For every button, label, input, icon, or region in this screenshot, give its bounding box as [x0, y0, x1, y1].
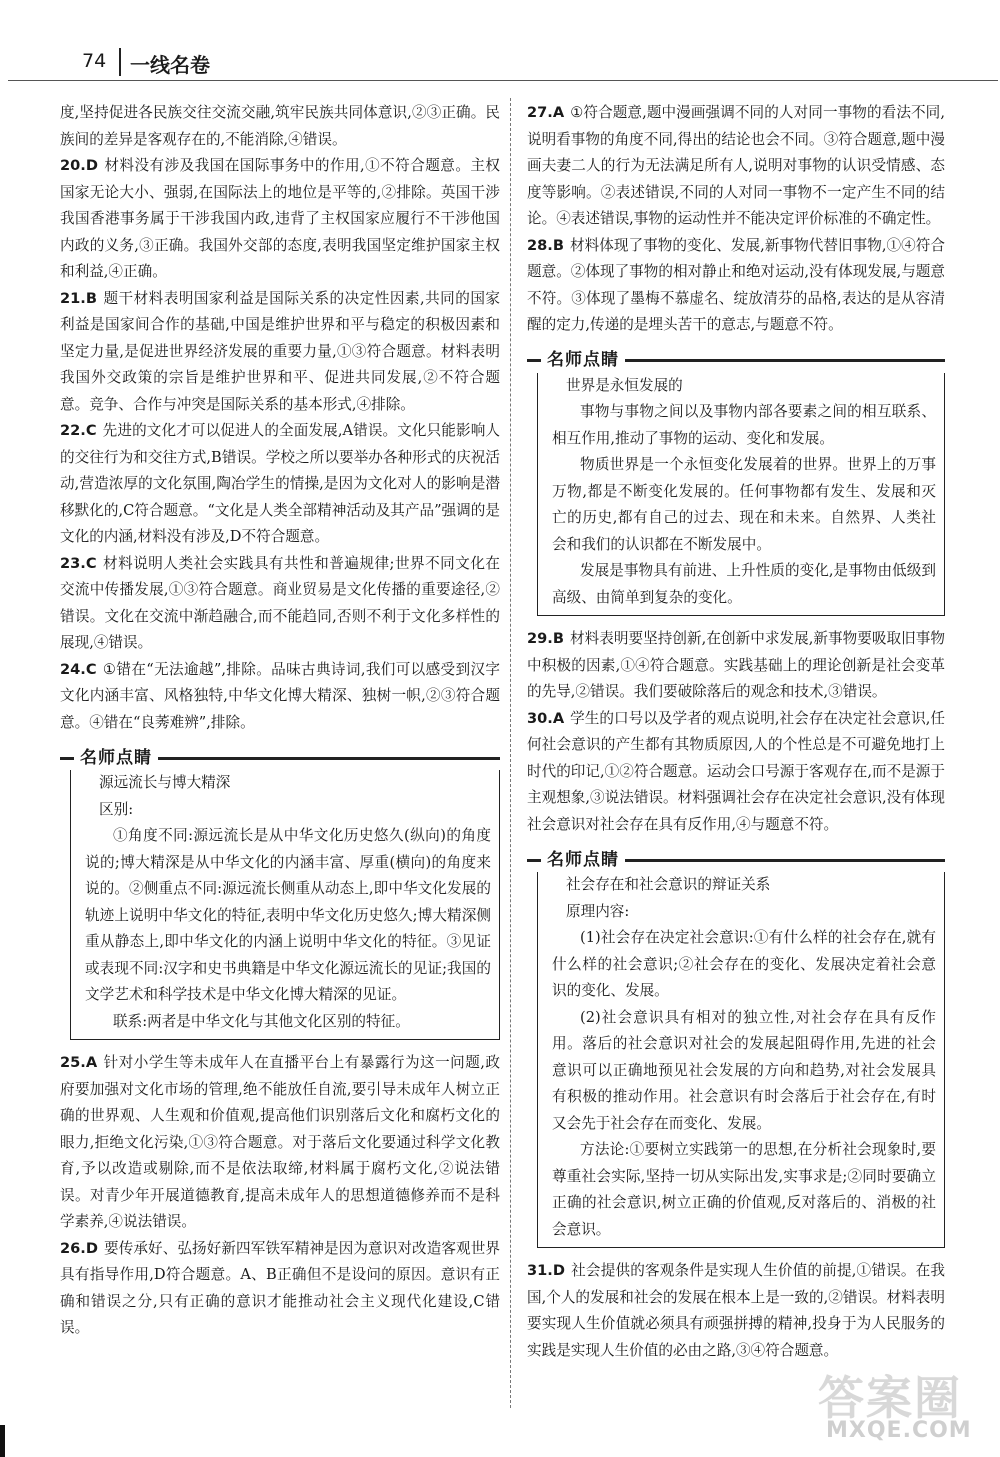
answer-item — [60, 551, 500, 657]
answer-explanation: 社会提供的客观条件是实现人生价值的前提,①错误。在我国,个人的发展和社会的发展在根本上是一致的,②错误。材料表明要实现人生价值就必须具有顽强拼搏的精神,投身于为人民服务的实践是实现人生价值的必由之路,③④符合题意。 — [527, 1262, 945, 1359]
answer-choice: B — [552, 630, 564, 647]
teacher-tip-header — [527, 349, 945, 373]
tip-rule-left — [527, 859, 541, 862]
header-rule — [8, 80, 998, 81]
answer-item — [60, 418, 500, 551]
left-column — [60, 100, 500, 1342]
answer-explanation: 材料没有涉及我国在国际事务中的作用,①不符合题意。主权国家无论大小、强弱,在国际法上的地位是平等的,②排除。英国干涉我国香港事务属于干涉我国内政,违背了主权国家应履行不干涉他国内政的义务,③正确。我国外交部的态度,表明我国坚定维护国家主权和利益,④正确。 — [60, 157, 500, 280]
question-number — [60, 1054, 97, 1071]
answer-explanation: 题干材料表明国家利益是国际关系的决定性因素,共同的国家利益是国家间合作的基础,中国是维护世界和平与稳定的积极因素和坚定力量,是促进世界经济发展的重要力量,①③符合题意。材料表明我国外交政策的宗旨是维护世界和平、促进共同发展,②不符合题意。竞争、合作与冲突是国际关系的基本形式,④排除。 — [60, 289, 500, 413]
answer-choice: D — [552, 1262, 565, 1279]
page-number: 74 — [82, 50, 107, 72]
tip-paragraph: 世界是永恒发展的 — [566, 376, 683, 394]
question-index: 27. — [527, 104, 553, 121]
question-number — [527, 104, 564, 121]
tip-rule-left — [527, 359, 541, 362]
question-index: 29. — [527, 630, 553, 647]
tip-paragraph: 原理内容: — [566, 902, 630, 920]
tip-paragraph: 区别: — [99, 800, 134, 818]
teacher-tip-body — [537, 872, 945, 1248]
tip-paragraph: ①角度不同:源远流长是从中华文化历史悠久(纵向)的角度说的;博大精深是从中华文化的内涵丰富、厚重(横向)的角度来说的。②侧重点不同:源远流长侧重从动态上,即中华文化发展的轨迹上说明中华文化的特征,表明中华文化历史悠久;博大精深侧重从静态上,即中华文化的内涵上说明中华文化的特征。③见证或表现不同:汉字和史书典籍是中华文化源远流长的见证;我国的文学艺术和科学技术是中华文化博大精深的见证。 — [85, 827, 491, 1003]
answer-item — [527, 100, 945, 233]
tip-paragraph: (1)社会存在决定社会意识:①有什么样的社会存在,就有什么样的社会意识;②社会存在的变化、发展决定着社会意识的变化、发展。 — [552, 929, 936, 999]
question-index: 26. — [60, 1239, 86, 1257]
answer-item — [60, 286, 500, 419]
tip-paragraph: 物质世界是一个永恒变化发展着的世界。世界上的万事万物,都是不断变化发展的。任何事物都有发生、发展和灭亡的历史,都有自己的过去、现在和未来。自然界、人类社会和我们的认识都在不断发展中。 — [552, 456, 936, 553]
watermark-logo — [800, 1362, 990, 1452]
tip-rule-left — [60, 757, 74, 760]
teacher-tip-header — [60, 746, 500, 770]
question-number — [527, 237, 564, 254]
answer-item — [527, 626, 945, 706]
tip-rule-right — [625, 859, 945, 862]
tip-rule-right — [158, 757, 500, 760]
question-index: 25. — [60, 1054, 86, 1071]
question-number — [60, 157, 98, 174]
teacher-tip-title: 名师点睛 — [80, 747, 152, 768]
right-column — [527, 100, 945, 1364]
question-number — [60, 1240, 98, 1257]
tip-paragraph: 事物与事物之间以及事物内部各要素之间的相互联系、相互作用,推动了事物的运动、变化和发展。 — [552, 403, 936, 447]
tip-paragraph: 方法论:①要树立实践第一的思想,在分析社会现象时,要尊重社会实际,坚持一切从实际出发,实事求是;②同时要确立正确的社会意识,树立正确的价值观,反对落后的、消极的社会意识。 — [552, 1141, 936, 1238]
answer-explanation: ①错在“无法逾越”,排除。品味古典诗词,我们可以感受到汉字文化内涵丰富、风格独特,中华文化博大精深、独树一帜,②③符合题意。④错在“良莠难辨”,排除。 — [60, 660, 500, 731]
question-index: 20. — [60, 157, 86, 174]
tip-paragraph: 社会存在和社会意识的辩证关系 — [566, 876, 771, 893]
teacher-tip-box — [527, 848, 945, 1248]
answer-choice: A — [552, 709, 565, 727]
question-index: 22. — [60, 422, 86, 439]
teacher-tip-header — [527, 848, 945, 872]
answer-item — [60, 657, 500, 737]
watermark-url: MXQE.COM — [826, 1418, 972, 1443]
answer-item — [60, 153, 500, 286]
answer-explanation: 要传承好、弘扬好新四军铁军精神是因为意识对改造客观世界具有指导作用,D符合题意。A、B正确但不是设问的原因。意识有正确和错误之分,只有正确的意识才能推动社会主义现代化建设,C错误。 — [60, 1239, 500, 1336]
answer-item — [527, 233, 945, 339]
answer-explanation: 材料体现了事物的变化、发展,新事物代替旧事物,①④符合题意。②体现了事物的相对静止和绝对运动,没有体现发展,与题意不符。③体现了墨梅不慕虚名、绽放清芬的品格,表达的是从容清醒的定力,传递的是埋头苦干的意志,与题意不符。 — [527, 236, 945, 333]
answer-explanation: 材料说明人类社会实践具有共性和普遍规律;世界不同文化在交流中传播发展,①③符合题意。商业贸易是文化传播的重要途径,②错误。文化在交流中渐趋融合,而不能趋同,否则不利于文化多样性的展现,④错误。 — [60, 554, 500, 651]
answer-choice: B — [552, 236, 564, 254]
answer-explanation: 先进的文化才可以促进人的全面发展,A错误。文化只能影响人的交往行为和交往方式,B错误。学校之所以要举办各种形式的庆祝活动,营造浓厚的文化氛围,陶冶学生的情操,是因为文化对人的影响是潜移默化的,C符合题意。“文化是人类全部精神活动及其产品”强调的是文化的内涵,材料没有涉及,D不符合题意。 — [60, 422, 500, 545]
answer-item — [60, 1236, 500, 1342]
watermark-text: 答案圈 — [818, 1371, 962, 1425]
answer-continuation: 度,坚持促进各民族交往交流交融,筑牢民族共同体意识,②③正确。民族间的差异是客观存在的,不能消除,④错误。 — [60, 104, 500, 148]
tip-rule-right — [625, 359, 945, 362]
answer-explanation: 材料表明要坚持创新,在创新中求发展,新事物要吸取旧事物中积极的因素,①④符合题意。实践基础上的理论创新是社会变革的先导,②错误。我们要破除落后的观念和技术,③错误。 — [527, 630, 945, 700]
question-number — [527, 1262, 565, 1279]
answer-choice: A — [552, 104, 565, 121]
answer-explanation: 学生的口号以及学者的观点说明,社会存在决定社会意识,任何社会意识的产生都有其物质原因,人的个性总是不可避免地打上时代的印记,①②符合题意。运动会口号源于客观存在,而不是源于主观想象,③说法错误。材料强调社会存在决定社会意识,没有体现社会意识对社会存在具有反作用,④与题意不符。 — [527, 709, 945, 833]
answer-item — [527, 706, 945, 839]
answer-choice: B — [85, 289, 97, 307]
answer-choice: D — [85, 157, 98, 174]
tip-paragraph: 发展是事物具有前进、上升性质的变化,是事物由低级到高级、由简单到复杂的变化。 — [552, 562, 936, 606]
question-index: 24. — [60, 660, 86, 678]
answer-item — [60, 1050, 500, 1236]
question-number — [527, 710, 564, 727]
question-number — [60, 555, 97, 572]
question-number — [60, 422, 97, 439]
tip-paragraph: 联系:两者是中华文化与其他文化区别的特征。 — [113, 1012, 410, 1030]
header-separator — [119, 48, 121, 76]
question-number — [527, 630, 564, 647]
question-index: 31. — [527, 1262, 553, 1279]
question-number — [60, 661, 97, 678]
question-index: 23. — [60, 554, 86, 572]
answer-choice: C — [85, 554, 97, 572]
answer-item — [527, 1258, 945, 1364]
answer-explanation: ①符合题意,题中漫画强调不同的人对同一事物的看法不同,说明看事物的角度不同,得出的结论也会不同。③符合题意,题中漫画夫妻二人的行为无法满足所有人,说明对事物的认识受情感、态度等影响。②表述错误,不同的人对同一事物不一定产生不同的结论。④表述错误,事物的运动性并不能决定评价标准的不确定性。 — [527, 104, 945, 227]
teacher-tip-title: 名师点睛 — [547, 849, 619, 870]
question-index: 28. — [527, 236, 553, 254]
teacher-tip-body — [537, 373, 945, 617]
teacher-tip-box — [527, 349, 945, 617]
tip-paragraph: (2)社会意识具有相对的独立性,对社会存在具有反作用。落后的社会意识对社会的发展起阻碍作用,先进的社会意识可以正确地预见社会发展的方向和趋势,对社会发展具有积极的推动作用。社会意识有时会落后于社会存在,有时又会先于社会存在而变化、发展。 — [552, 1008, 936, 1132]
answer-explanation: 针对小学生等未成年人在直播平台上有暴露行为这一问题,政府要加强对文化市场的管理,绝不能放任自流,要引导未成年人树立正确的世界观、人生观和价值观,提高他们识别落后文化和腐朽文化的眼力,拒绝文化污染,①③符合题意。对于落后文化要通过科学文化教育,予以改造或剔除,而不是依法取缔,材料属于腐朽文化,②说法错误。对青少年开展道德教育,提高未成年人的思想道德修养而不是科学素养,④说法错误。 — [60, 1054, 500, 1230]
answer-choice: D — [85, 1239, 98, 1257]
teacher-tip-box — [60, 746, 500, 1040]
edge-mark — [0, 1425, 5, 1457]
book-title: 一线名卷 — [130, 53, 210, 77]
teacher-tip-body — [70, 770, 500, 1040]
answer-choice: C — [85, 422, 97, 439]
teacher-tip-title: 名师点睛 — [547, 350, 619, 371]
question-index: 21. — [60, 289, 86, 307]
column-divider — [510, 98, 511, 1408]
answer-choice: C — [85, 660, 97, 678]
question-number — [60, 290, 97, 307]
answer-choice: A — [85, 1054, 98, 1071]
tip-paragraph: 源远流长与博大精深 — [99, 774, 231, 791]
question-index: 30. — [527, 709, 553, 727]
page-header — [8, 44, 998, 84]
